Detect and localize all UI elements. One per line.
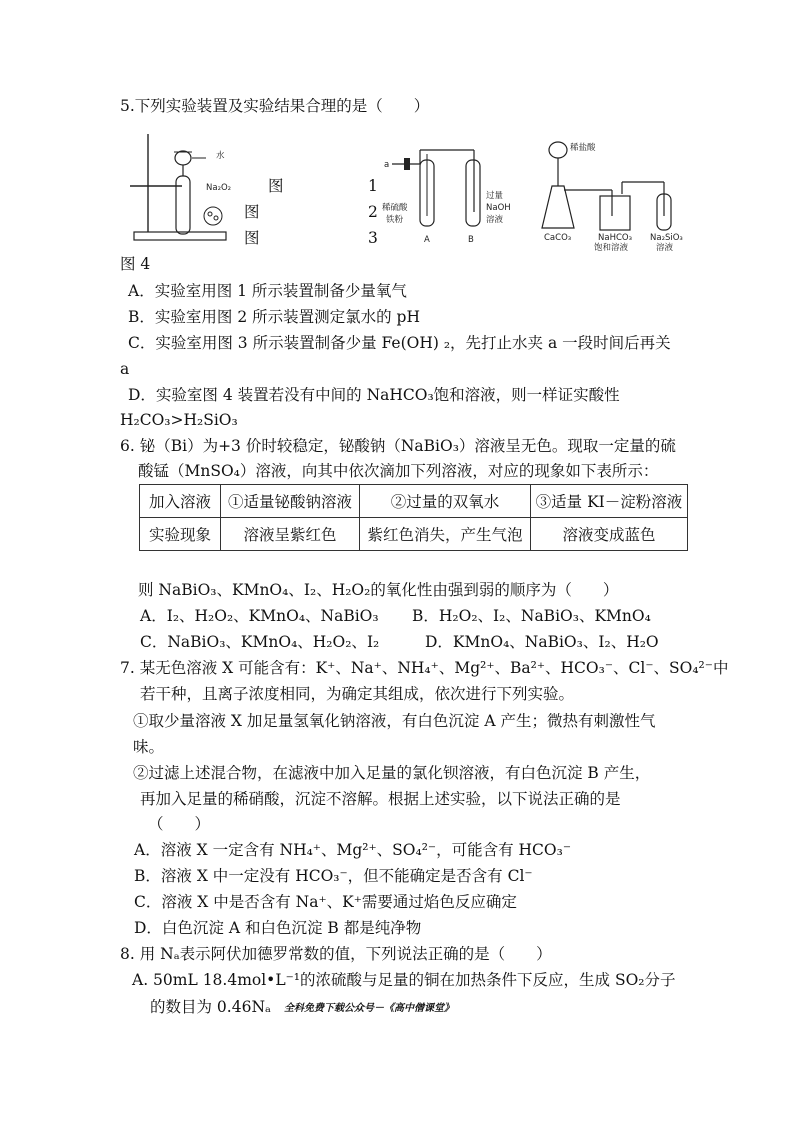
label-na2sio3: Na₂SiO₃ — [650, 233, 683, 243]
q5-option-a: A．实验室用图 1 所示装置制备少量氧气 — [128, 282, 407, 300]
label-saturated: 饱和溶液 — [594, 243, 629, 252]
q7-option-d: D．白色沉淀 A 和白色沉淀 B 都是纯净物 — [134, 919, 422, 937]
table-cell: 加入溶液 — [140, 485, 221, 518]
label-na2o2: Na₂O₂ — [206, 183, 232, 193]
q5-option-b: B．实验室用图 2 所示装置测定氯水的 pH — [128, 308, 420, 326]
fig-word-3: 图 — [244, 229, 260, 247]
label-a-clamp: a — [384, 160, 390, 170]
table-cell: 溶液呈紫红色 — [221, 518, 360, 551]
q5-option-d: D．实验室图 4 装置若没有中间的 NaHCO₃饱和溶液，则一样证实酸性 — [128, 386, 620, 404]
experiment-table — [139, 484, 688, 551]
q7-step2-cont: 再加入足量的稀硝酸，沉淀不溶解。根据上述实验，以下说法正确的是 — [140, 790, 621, 808]
label-solution2: 溶液 — [656, 243, 674, 252]
q7-option-a: A．溶液 X 一定含有 NH₄⁺、Mg²⁺、SO₄²⁻，可能含有 HCO₃⁻ — [134, 841, 572, 859]
q6-stem-line2: 酸锰（MnSO₄）溶液，向其中依次滴加下列溶液，对应的现象如下表所示： — [138, 462, 659, 480]
table-cell: 紫红色消失，产生气泡 — [360, 518, 531, 551]
q7-stem-line2: 若干种，且离子浓度相同，为确定其组成，依次进行下列实验。 — [140, 685, 575, 703]
q5-option-c: C．实验室用图 3 所示装置制备少量 Fe(OH) ₂，先打止水夹 a 一段时间后再关 — [128, 334, 671, 352]
q7-step2: ②过滤上述混合物，在滤液中加入足量的氯化钡溶液，有白色沉淀 B 产生， — [133, 764, 651, 782]
q6-stem-line1: 6. 铋（Bi）为+3 价时较稳定，铋酸钠（NaBiO₃）溶液呈无色。现取一定量的硫 — [120, 437, 676, 455]
figure-3-apparatus — [382, 142, 524, 248]
label-solution: 溶液 — [486, 215, 504, 225]
label-tube-b: B — [468, 235, 474, 245]
table-row — [140, 518, 688, 551]
label-dilute-hcl: 稀盐酸 — [570, 143, 596, 153]
table-cell: 溶液变成蓝色 — [531, 518, 688, 551]
q6-option-b: B．H₂O₂、I₂、NaBiO₃、KMnO₄ — [412, 607, 651, 625]
q8-option-a: A. 50mL 18.4mol•L⁻¹的浓硫酸与足量的铜在加热条件下反应，生成 SO₂分子 — [132, 971, 676, 989]
fig-word-1: 图 — [268, 177, 284, 195]
table-cell: ①适量铋酸钠溶液 — [221, 485, 360, 518]
q7-option-b: B．溶液 X 中一定没有 HCO₃⁻，但不能确定是否含有 Cl⁻ — [134, 867, 533, 885]
q6-option-a: A．I₂、H₂O₂、KMnO₄、NaBiO₃ — [140, 607, 379, 625]
q5-option-c-cont: a — [120, 360, 130, 378]
table-cell: ②过量的双氧水 — [360, 485, 531, 518]
label-water: 水 — [216, 151, 225, 161]
q6-option-c: C．NaBiO₃、KMnO₄、H₂O₂、I₂ — [140, 633, 380, 651]
watermark-text: 全科免费下载公众号－《高中僧课堂》 — [284, 1003, 454, 1014]
q7-option-c: C．溶液 X 中是否含有 Na⁺、K⁺需要通过焰色反应确定 — [134, 893, 517, 911]
fig-num-1: 1 — [368, 177, 378, 195]
label-caco3: CaCO₃ — [544, 233, 572, 243]
q7-answer-paren: （ ） — [148, 815, 211, 833]
label-iron-powder: 铁粉 — [386, 215, 404, 225]
label-tube-a: A — [424, 235, 430, 245]
table-cell: ③适量 KI－淀粉溶液 — [531, 485, 688, 518]
fig-num-3: 3 — [368, 229, 378, 247]
figure-1-apparatus — [120, 128, 260, 246]
q7-step1-cont: 味。 — [133, 738, 165, 756]
q6-option-d: D．KMnO₄、NaBiO₃、I₂、H₂O — [425, 633, 659, 651]
q5-option-d-cont: H₂CO₃>H₂SiO₃ — [120, 411, 238, 429]
label-naoh: NaOH — [486, 203, 511, 213]
q6-question: 则 NaBiO₃、KMnO₄、I₂、H₂O₂的氧化性由强到弱的顺序为（ ） — [138, 581, 619, 599]
fig4-caption: 图 4 — [120, 255, 151, 273]
label-nahco3: NaHCO₃ — [598, 233, 632, 243]
table-row — [140, 485, 688, 518]
figure-4-apparatus — [536, 136, 706, 252]
q7-stem-line1: 7. 某无色溶液 X 可能含有：K⁺、Na⁺、NH₄⁺、Mg²⁺、Ba²⁺、HCO₃⁻、Cl⁻、SO₄²⁻中 — [120, 659, 729, 677]
q5-stem: 5.下列实验装置及实验结果合理的是（ ） — [120, 97, 430, 115]
label-dilute-acid: 稀硫酸 — [382, 203, 408, 213]
fig-word-2: 图 — [244, 203, 260, 221]
fig-num-2: 2 — [368, 203, 378, 221]
q7-step1: ①取少量溶液 X 加足量氢氧化钠溶液，有白色沉淀 A 产生；微热有刺激性气 — [133, 712, 656, 730]
q8-stem: 8. 用 Nₐ表示阿伏加德罗常数的值，下列说法正确的是（ ） — [120, 945, 552, 963]
table-cell: 实验现象 — [140, 518, 221, 551]
label-excess: 过量 — [486, 191, 504, 201]
q8-option-a-cont: 的数目为 0.46Nₐ — [150, 998, 271, 1016]
